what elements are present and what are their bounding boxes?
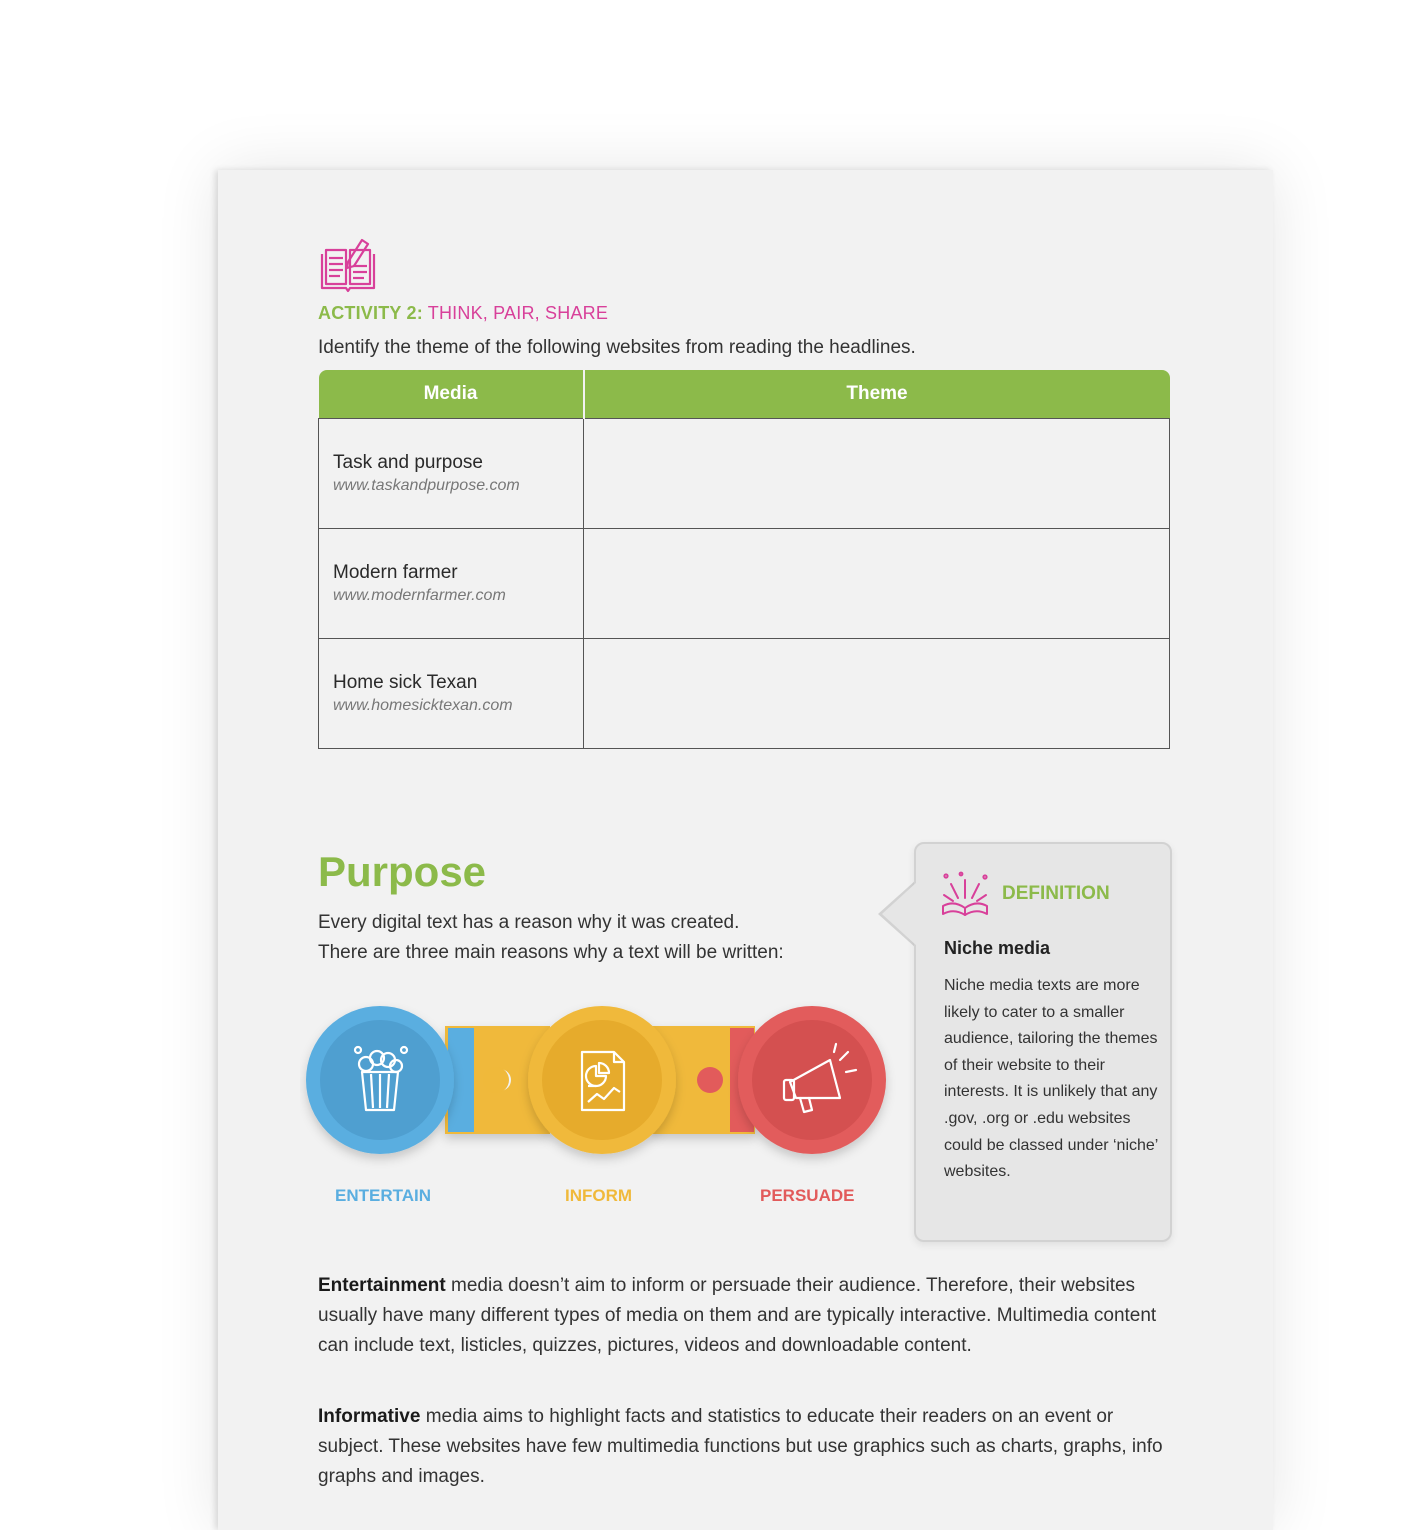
activity-label: ACTIVITY 2: (318, 303, 423, 323)
theme-cell[interactable] (584, 529, 1170, 639)
purpose-intro-line: Every digital text has a reason why it was created. (318, 912, 740, 933)
table-row (319, 419, 1170, 529)
inform-label: INFORM (565, 1186, 633, 1205)
media-theme-table (318, 370, 1170, 749)
theme-cell[interactable] (584, 639, 1170, 749)
notebook-pencil-icon (318, 236, 378, 296)
table-row (319, 529, 1170, 639)
theme-cell[interactable] (584, 419, 1170, 529)
purpose-puzzle-graphic (300, 1000, 900, 1170)
definition-term: Niche media (944, 938, 1051, 958)
paragraph-lead: Entertainment (318, 1275, 446, 1296)
activity-instructions: Identify the theme of the following websites from reading the headlines. (318, 337, 916, 358)
paragraph-text: media aims to highlight facts and statistics to educate their readers on an event or subject. These websites have few multimedia functions but use graphics such as charts, graphs, info graphs and images. (318, 1406, 1163, 1487)
site-url: www.taskandpurpose.com (333, 477, 520, 494)
entertain-label: ENTERTAIN (335, 1186, 432, 1205)
definition-label: DEFINITION (1002, 883, 1110, 904)
site-name: Task and purpose (333, 452, 483, 473)
media-cell (319, 529, 584, 639)
informative-paragraph (318, 1402, 1168, 1492)
persuade-label: PERSUADE (760, 1186, 855, 1205)
media-cell (319, 639, 584, 749)
paragraph-text: media doesn’t aim to inform or persuade their audience. Therefore, their websites usually have many different types of media on them and are typically interactive. Multimedia content can include text, listicles, quizzes, pictures, videos and downloadable content. (318, 1275, 1157, 1356)
definition-text: Niche media texts are more likely to cater to a smaller audience, tailoring the themes of their website to their interests. It is unlikely that any .gov, .org or .edu websites could be classed under ‘niche’ websites. (944, 977, 1158, 1181)
open-book-sparkle-icon (940, 868, 990, 918)
purpose-intro-line: There are three main reasons why a text will be written: (318, 942, 784, 963)
inform-circle (528, 1006, 676, 1154)
purpose-heading: Purpose (318, 848, 487, 895)
purpose-intro (318, 908, 784, 968)
activity-name: THINK, PAIR, SHARE (427, 303, 609, 323)
activity-title (318, 303, 608, 324)
media-cell (319, 419, 584, 529)
persuade-circle (738, 1006, 886, 1154)
paragraph-lead: Informative (318, 1406, 421, 1427)
table-row (319, 639, 1170, 749)
column-header-media: Media (319, 370, 584, 419)
column-header-theme: Theme (584, 370, 1170, 419)
site-name: Home sick Texan (333, 672, 478, 693)
site-url: www.modernfarmer.com (333, 587, 506, 604)
entertainment-paragraph (318, 1271, 1168, 1361)
site-name: Modern farmer (333, 562, 458, 583)
definition-pointer-fill (882, 882, 917, 946)
site-url: www.homesicktexan.com (333, 697, 513, 714)
